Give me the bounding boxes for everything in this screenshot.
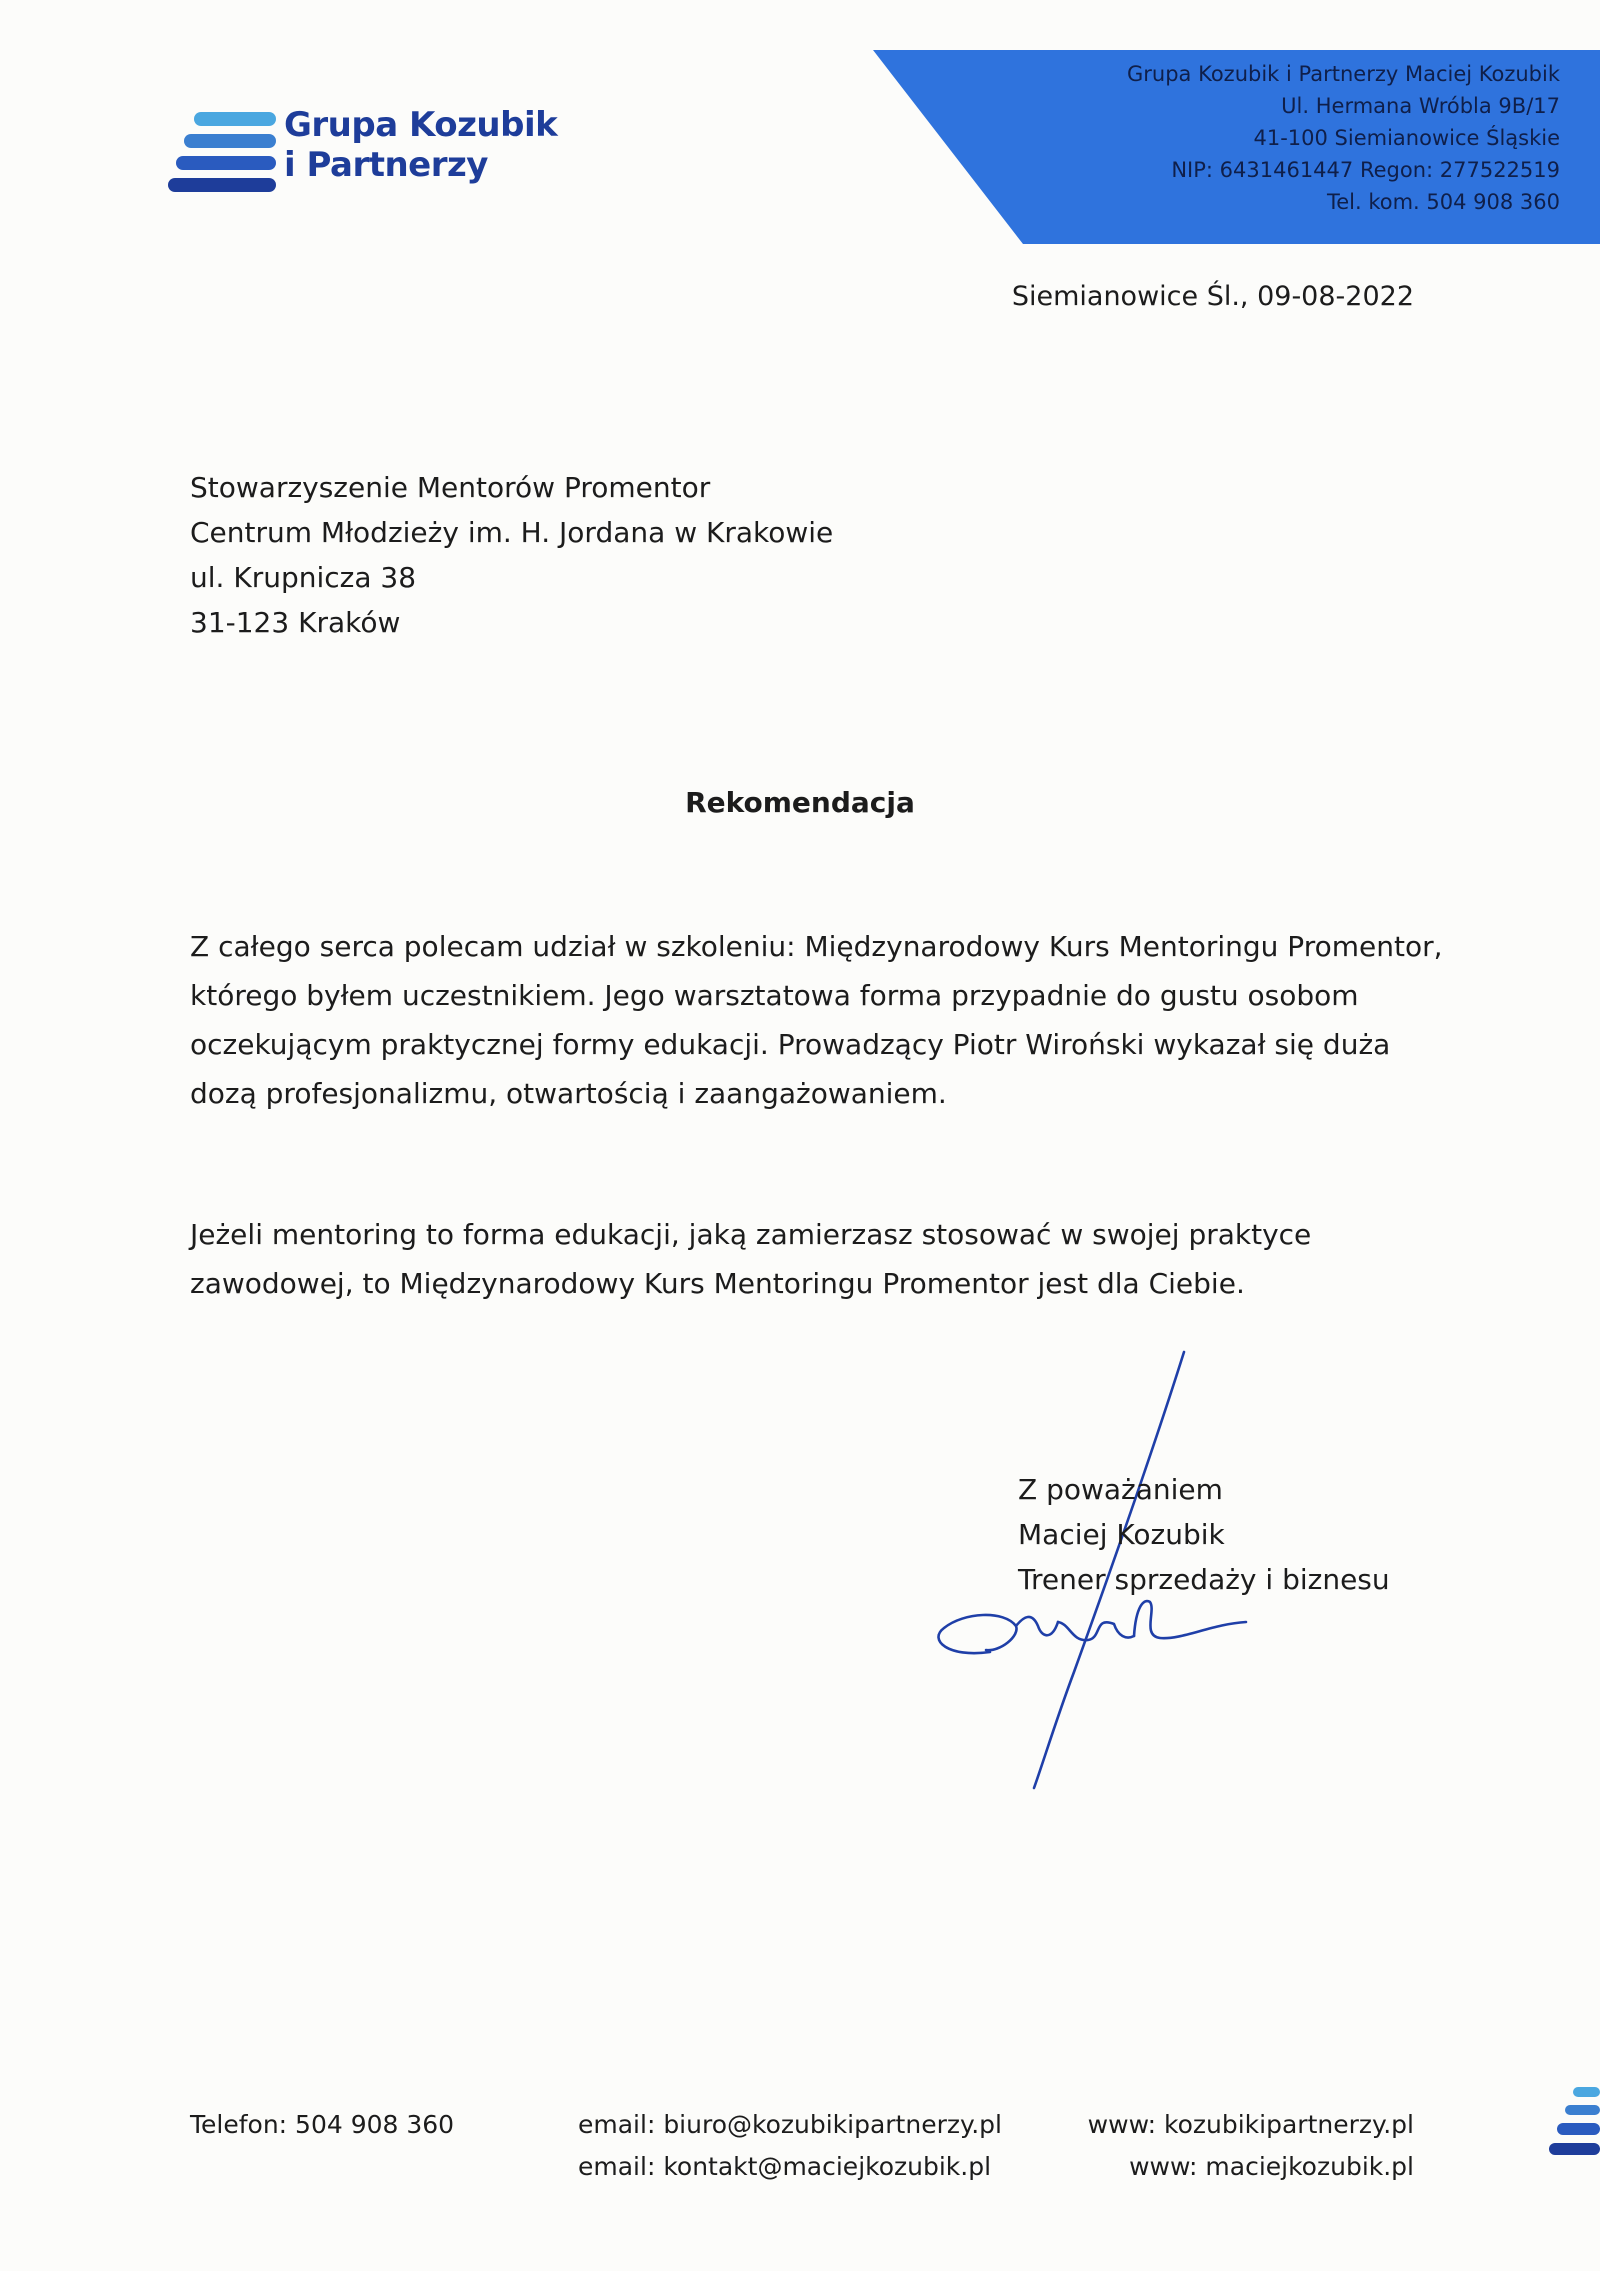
- logo-line-1: Grupa Kozubik: [284, 105, 558, 145]
- footer-website-2: www: maciejkozubik.pl: [1129, 2152, 1414, 2181]
- letter-title: Rekomendacja: [685, 786, 915, 819]
- recipient-line: 31-123 Kraków: [190, 606, 401, 639]
- footer-email-2: email: kontakt@maciejkozubik.pl: [578, 2152, 992, 2181]
- footer-websites: [1088, 2104, 1414, 2188]
- company-logo: [168, 105, 558, 205]
- body-paragraph-2: Jeżeli mentoring to forma edukacji, jaką zamierzasz stosować w swojej praktyce zawodowej, to Międzynarodowy Kurs Mentoringu Promentor jest dla Ciebie.: [190, 1218, 1312, 1300]
- body-paragraph-1: Z całego serca polecam udział w szkoleniu: Międzynarodowy Kurs Mentoringu Promentor, którego byłem uczestnikiem. Jego warsztatowa forma przypadnie do gustu osobom oczekującym praktycznej formy edukacji. Prowadzący Piotr Wiroński wykazał się duża dozą profesjonalizmu, otwartością i zaangażowaniem.: [190, 930, 1443, 1110]
- footer-email-1: email: biuro@kozubikipartnerzy.pl: [578, 2110, 1002, 2139]
- footer-emails: [578, 2104, 1002, 2188]
- recipient-line: ul. Krupnicza 38: [190, 561, 417, 594]
- closing-block: [1018, 1467, 1390, 1602]
- signatory-name: Maciej Kozubik: [1018, 1518, 1225, 1551]
- company-city: 41-100 Siemianowice Śląskie: [1253, 126, 1560, 150]
- logo-bars-icon: [168, 112, 276, 194]
- company-name: Grupa Kozubik i Partnerzy Maciej Kozubik: [1127, 62, 1560, 86]
- footer-website-1: www: kozubikipartnerzy.pl: [1087, 2110, 1414, 2139]
- company-details: [1127, 58, 1560, 218]
- company-tax-ids: NIP: 6431461447 Regon: 277522519: [1171, 158, 1560, 182]
- company-phone: Tel. kom. 504 908 360: [1326, 190, 1560, 214]
- company-street: Ul. Hermana Wróbla 9B/17: [1281, 94, 1560, 118]
- recipient-line: Centrum Młodzieży im. H. Jordana w Krakowie: [190, 516, 834, 549]
- closing-greeting: Z poważaniem: [1018, 1473, 1223, 1506]
- logo-text: [284, 105, 557, 185]
- recipient-address: [190, 465, 833, 645]
- recipient-line: Stowarzyszenie Mentorów Promentor: [190, 471, 711, 504]
- letter-date: Siemianowice Śl., 09-08-2022: [1011, 281, 1414, 312]
- footer-phone: Telefon: 504 908 360: [190, 2110, 455, 2139]
- header-banner: [873, 50, 1600, 244]
- signatory-role: Trener sprzedaży i biznesu: [1018, 1563, 1390, 1596]
- corner-logo-icon: [1545, 2085, 1600, 2185]
- logo-line-2: i Partnerzy: [284, 145, 488, 185]
